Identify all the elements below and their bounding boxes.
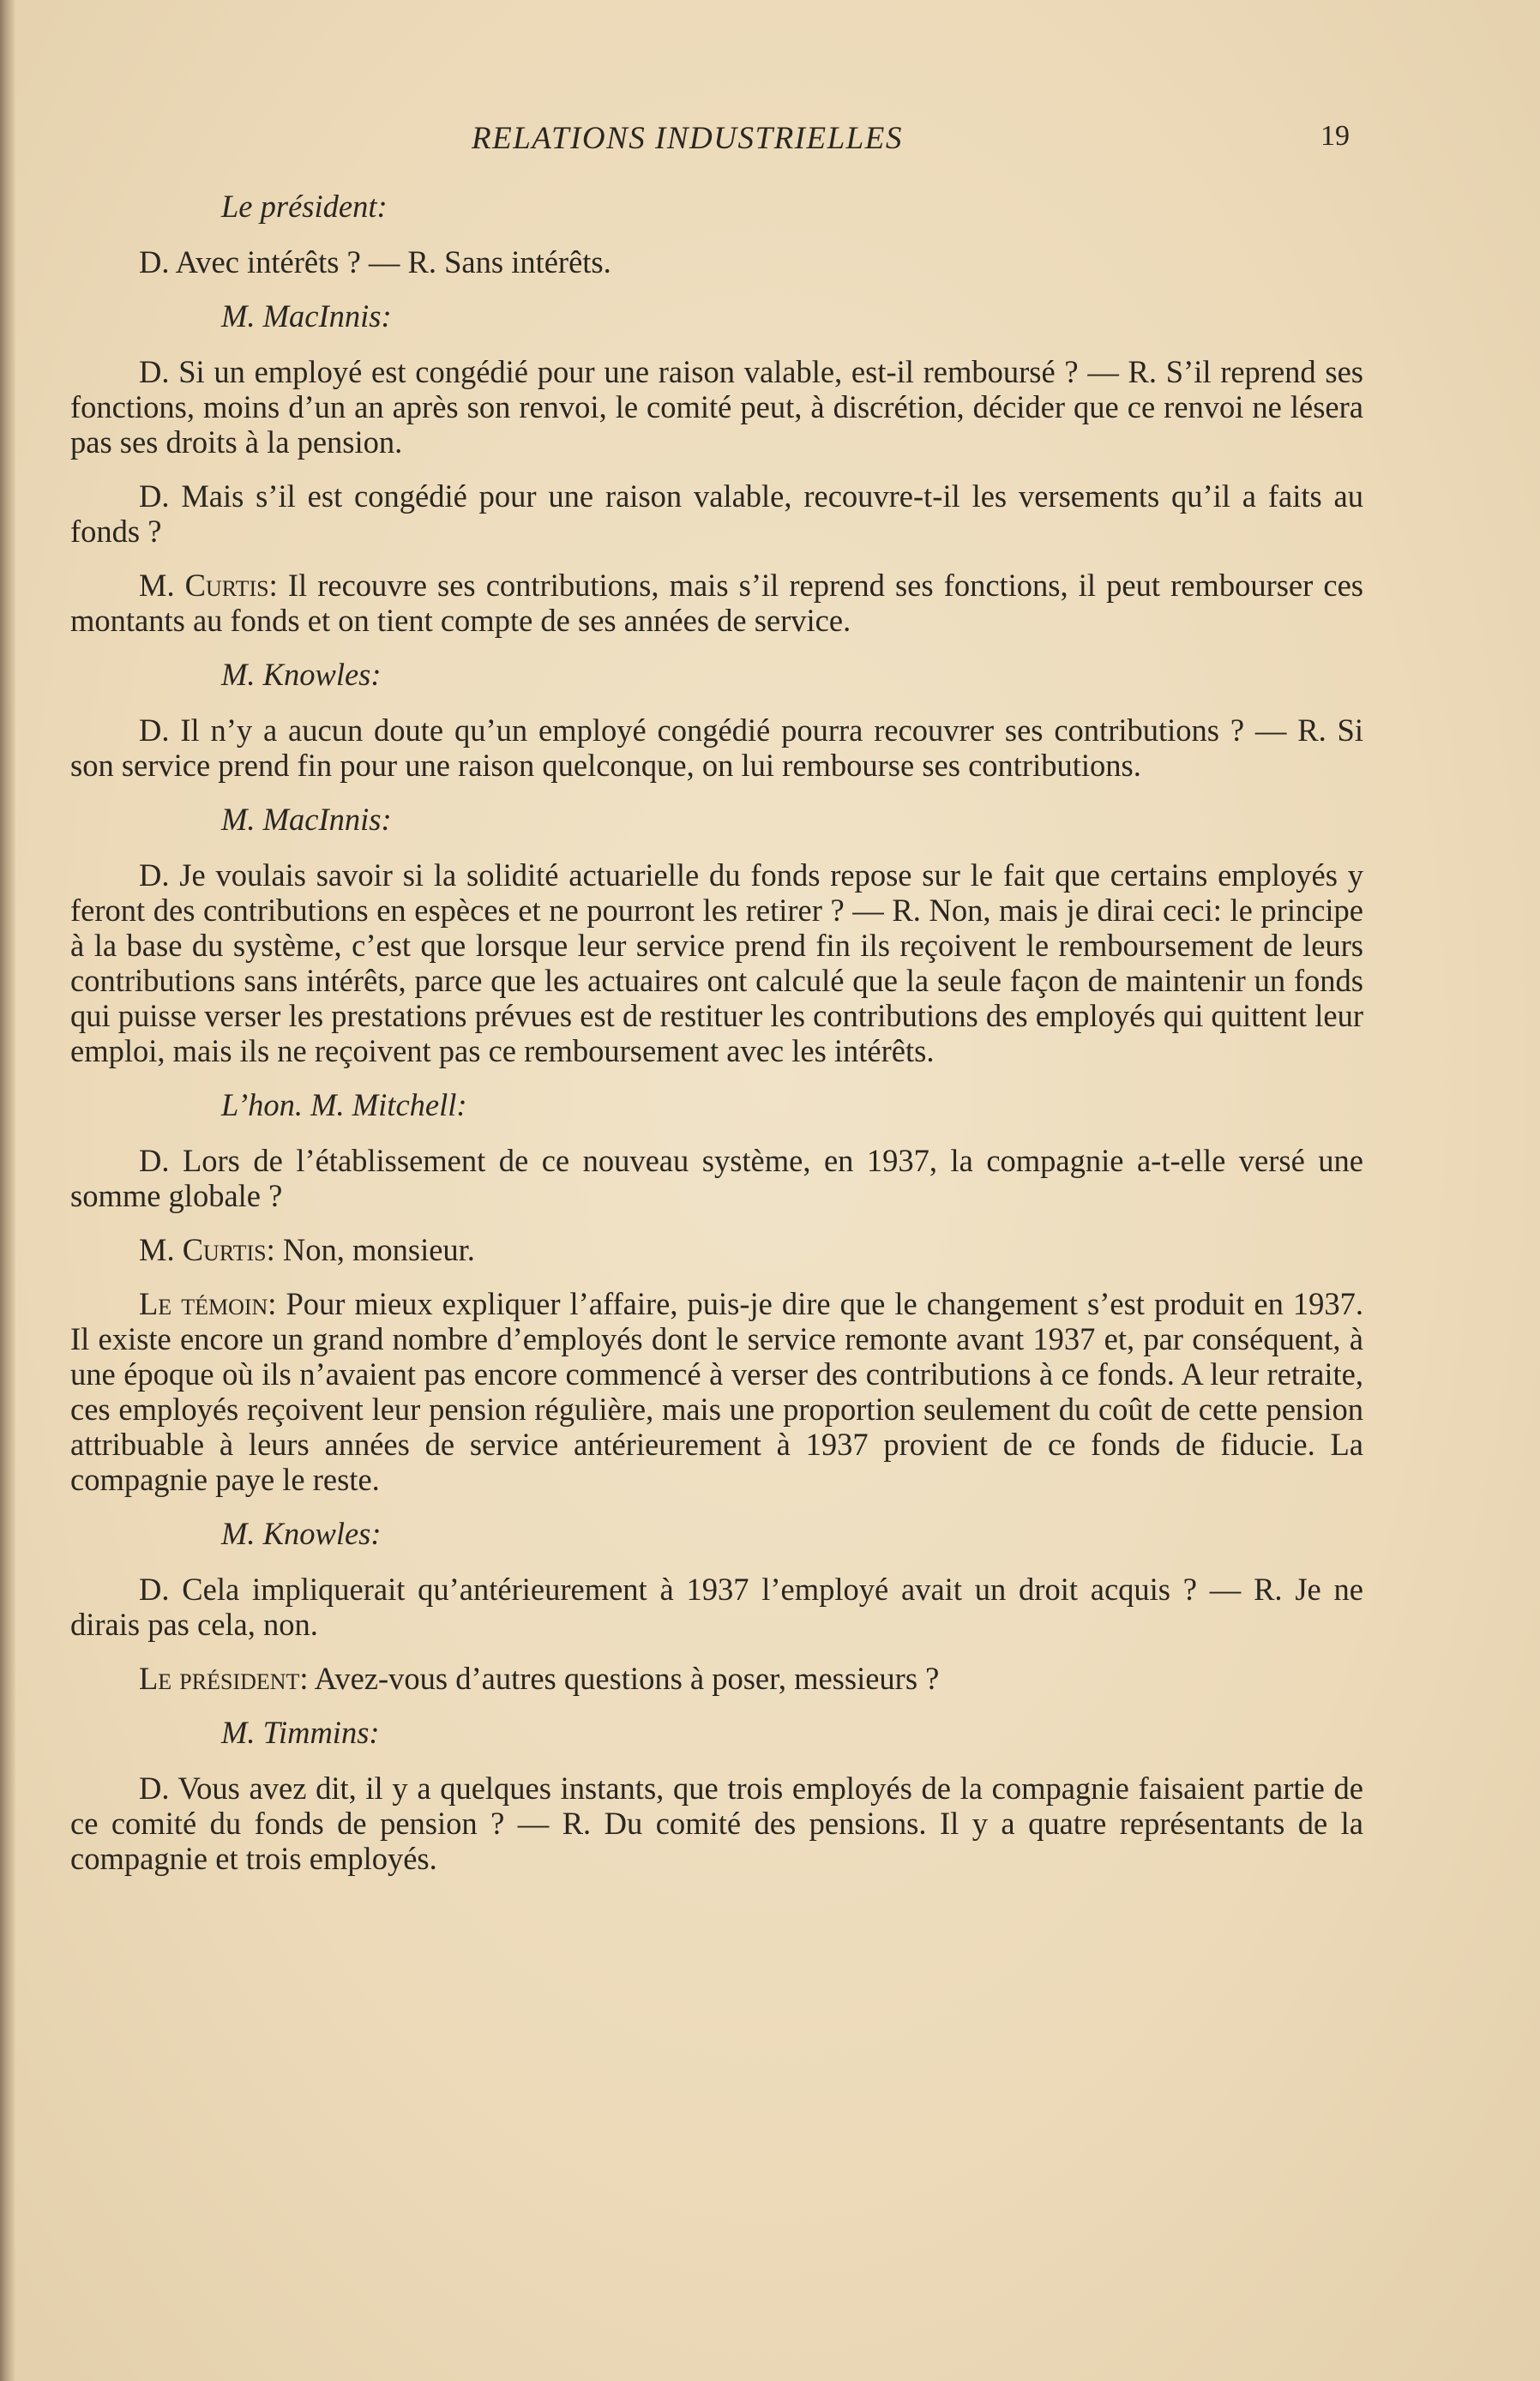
speaker-prefix: M. Curtis: [139,568,278,603]
speaker-label: M. Timmins: [221,1715,380,1750]
speaker-label: M. Knowles: [221,657,382,692]
speaker-label: M. Knowles: [221,1516,382,1551]
running-title: RELATIONS INDUSTRIELLES [472,121,903,156]
paragraph: M. Curtis: Non, monsieur. [139,1232,475,1267]
paragraph: D. Vous avez dit, il y a quelques instants, que trois employés de la compagnie faisaient partie de ce comité du fonds de pension ? — R. Du comité des pensions. Il y a quatre représentants de la compagnie et trois employés. [70,1771,1363,1876]
paragraph: D. Avec intérêts ? — R. Sans intérêts. [139,244,611,280]
book-spine-shadow [0,0,15,2381]
paragraph: D. Il n’y a aucun doute qu’un employé congédié pourra recouvrer ses contributions ? — R. Si son service prend fin pour une raison quelconque, on lui rembourse ses contributions. [70,712,1363,783]
speaker-label: Le président: [221,189,388,224]
speaker-label: M. MacInnis: [221,298,392,334]
speaker-label: M. MacInnis: [221,802,392,837]
speaker-label: L’hon. M. Mitchell: [221,1087,467,1122]
paragraph: M. Curtis: Il recouvre ses contributions, mais s’il reprend ses fonctions, il peut rembourser ces montants au fonds et on tient compte de ses années de service. [70,568,1363,638]
paragraph: Le président: Avez-vous d’autres questions à poser, messieurs ? [139,1661,940,1696]
page-number: 19 [1320,120,1350,152]
paragraph: D. Cela impliquerait qu’antérieurement à 1937 l’employé avait un droit acquis ? — R. Je ne dirais pas cela, non. [70,1572,1363,1642]
paragraph: D. Si un employé est congédié pour une raison valable, est-il remboursé ? — R. S’il reprend ses fonctions, moins d’un an après son renvoi, le comité peut, à discrétion, décider que ce renvoi ne lésera pas ses droits à la pension. [70,354,1363,460]
paragraph: D. Lors de l’établissement de ce nouveau système, en 1937, la compagnie a-t-elle versé une somme globale ? [70,1143,1363,1213]
page-body [70,189,1363,1895]
paragraph: Le témoin: Pour mieux expliquer l’affaire, puis-je dire que le changement s’est produit en 1937. Il existe encore un grand nombre d’employés dont le service remonte avant 1937 et, par conséquent, à une époque où ils n’avaient pas encore commencé à verser des contributions à ce fonds. A leur retraite, ces employés reçoivent leur pension régulière, mais une proportion seulement du coût de cette pension attribuable à leurs années de service antérieurement à 1937 provient de ce fonds de fiducie. La compagnie paye le reste. [70,1286,1363,1497]
speaker-prefix: M. Curtis: [139,1232,275,1267]
paragraph: D. Je voulais savoir si la solidité actuarielle du fonds repose sur le fait que certains employés y feront des contributions en espèces et ne pourront les retirer ? — R. Non, mais je dirai ceci: le principe à la base du système, c’est que lorsque leur service prend fin ils reçoivent le remboursement de leurs contributions sans intérêts, parce que les actuaires ont calculé que la seule façon de maintenir un fonds qui puisse verser les prestations prévues est de restituer les contributions des employés qui quittent leur emploi, mais ils ne reçoivent pas ce remboursement avec les intérêts. [70,857,1363,1068]
paragraph: D. Mais s’il est congédié pour une raison valable, recouvre-t-il les versements qu’il a faits au fonds ? [70,478,1363,549]
speaker-prefix: Le président: [139,1661,309,1696]
speaker-prefix: Le témoin: [139,1286,277,1321]
